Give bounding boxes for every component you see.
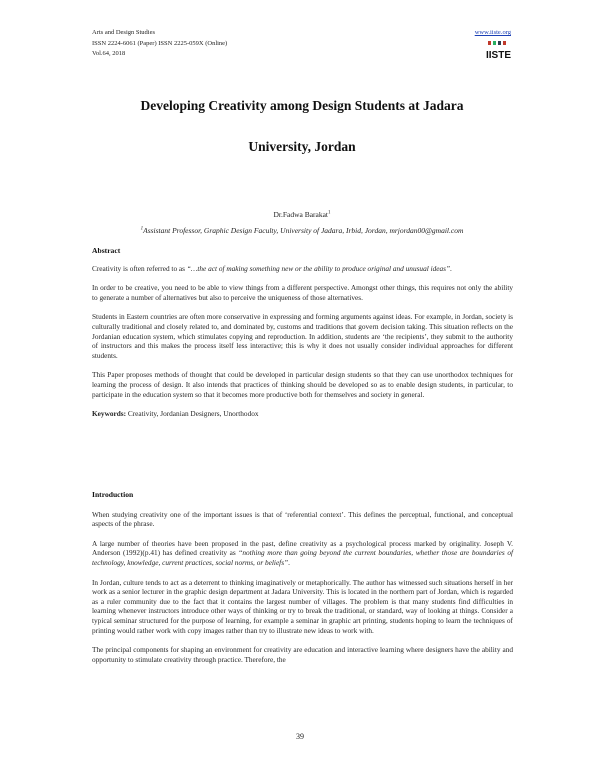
abstract-paragraph: Creativity is often referred to as “…the act of making something new or the ability to produce original and unusual ideas”. — [92, 263, 452, 273]
author-mark: 1 — [328, 210, 331, 216]
keywords: Keywords: Creativity, Jordanian Designers, Unorthodox — [92, 409, 259, 419]
volume-line: Vol.64, 2018 — [92, 50, 126, 57]
iiste-logo — [475, 40, 511, 62]
issn-line: ISSN 2224-6061 (Paper) ISSN 2225-059X (Online) — [92, 39, 228, 47]
author-name: Dr.Fadwa Barakat — [273, 210, 329, 219]
abstract-section — [92, 246, 513, 419]
affiliation-mark: 1 — [140, 226, 144, 232]
paper-title-line-2: University, Jordan — [248, 139, 356, 154]
intro-paragraph: The principal components for shaping an environment for creativity are education and interactive learning where designers have the ability and opportunity to stimulate creativity through practice. Therefore, the — [92, 645, 513, 664]
journal-site — [475, 28, 511, 62]
journal-header — [92, 28, 227, 60]
intro-paragraph: In Jordan, culture tends to act as a deterrent to thinking imaginatively or metaphorically. The author has witnessed such situations herself in her work as a senior lecturer in the graphic design department at Jadara University. This is located in the northern part of Jordan, which is regarded as a ruler community due to the fact that it contains the largest number of villages. The problem is that many students find difficulties in learning whenever instructors introduce other ways of thinking or try to break the traditional, or standard, way of looking at things. Consider a typical seminar structured for the purpose of learning, for example a seminar in graphic art printing, students hoping to learn the techniques of printing would rather work with copy images rather than try to illustrate new ideas to work with. — [92, 577, 513, 635]
page-number: 39 — [296, 732, 304, 741]
abstract-paragraph: In order to be creative, you need to be able to view things from a different perspective. Amongst other things, this requires not only the ability to generate a number of alternatives but also to perceive the uniqueness of those alternatives. — [92, 283, 513, 302]
abstract-paragraph: This Paper proposes methods of thought that could be developed in particular design students so that they can use unorthodox techniques for learning the process of design. It also intends that practices of thinking should be developed so as to enable design students, in particular, to participate in the education system so that it becomes more productive both for themselves and society in general. — [92, 370, 513, 399]
intro-paragraph: A large number of theories have been proposed in the past, define creativity as a psychological process marked by originality. Joseph V. Anderson (1992)(p.41) has defined creativity as “nothing more than going beyond the current boundaries, whether those are boundaries of technology, knowledge, current practices, social norms, or beliefs”. — [92, 538, 513, 567]
abstract-heading: Abstract — [92, 246, 121, 255]
affiliation — [92, 226, 512, 235]
author — [92, 210, 512, 219]
journal-name: Arts and Design Studies — [92, 29, 156, 36]
journal-url[interactable]: www.iiste.org — [474, 29, 511, 36]
abstract-paragraph: Students in Eastern countries are often more conservative in expressing and forming arguments against ideas. For example, in Jordan, society is culturally traditional and closely related to, and dominated by, customs and traditions that govern decision taking. This situation reflects on the Jordanian education system, which stimulates copying and reproduction. In addition, students are ‘the recipients’, they submit to the authority of instructors and this makes the process itself less interactive; this is why it does not usually consider individual approaches for different students. — [92, 312, 513, 360]
introduction-heading: Introduction — [92, 490, 134, 499]
iiste-logo-icon — [485, 40, 511, 62]
intro-paragraph: When studying creativity one of the important issues is that of ‘referential context’. This defines the perceptual, functional, and conceptual aspects of the phrase. — [92, 509, 513, 529]
svg-text:IISTE: IISTE — [486, 49, 511, 61]
paper-title-line-1: Developing Creativity among Design Students at Jadara — [140, 98, 464, 113]
affiliation-text: Assistant Professor, Graphic Design Faculty, University of Jadara, Irbid, Jordan, mrjordan00@gmail.com — [143, 226, 464, 235]
introduction-section — [92, 490, 513, 664]
